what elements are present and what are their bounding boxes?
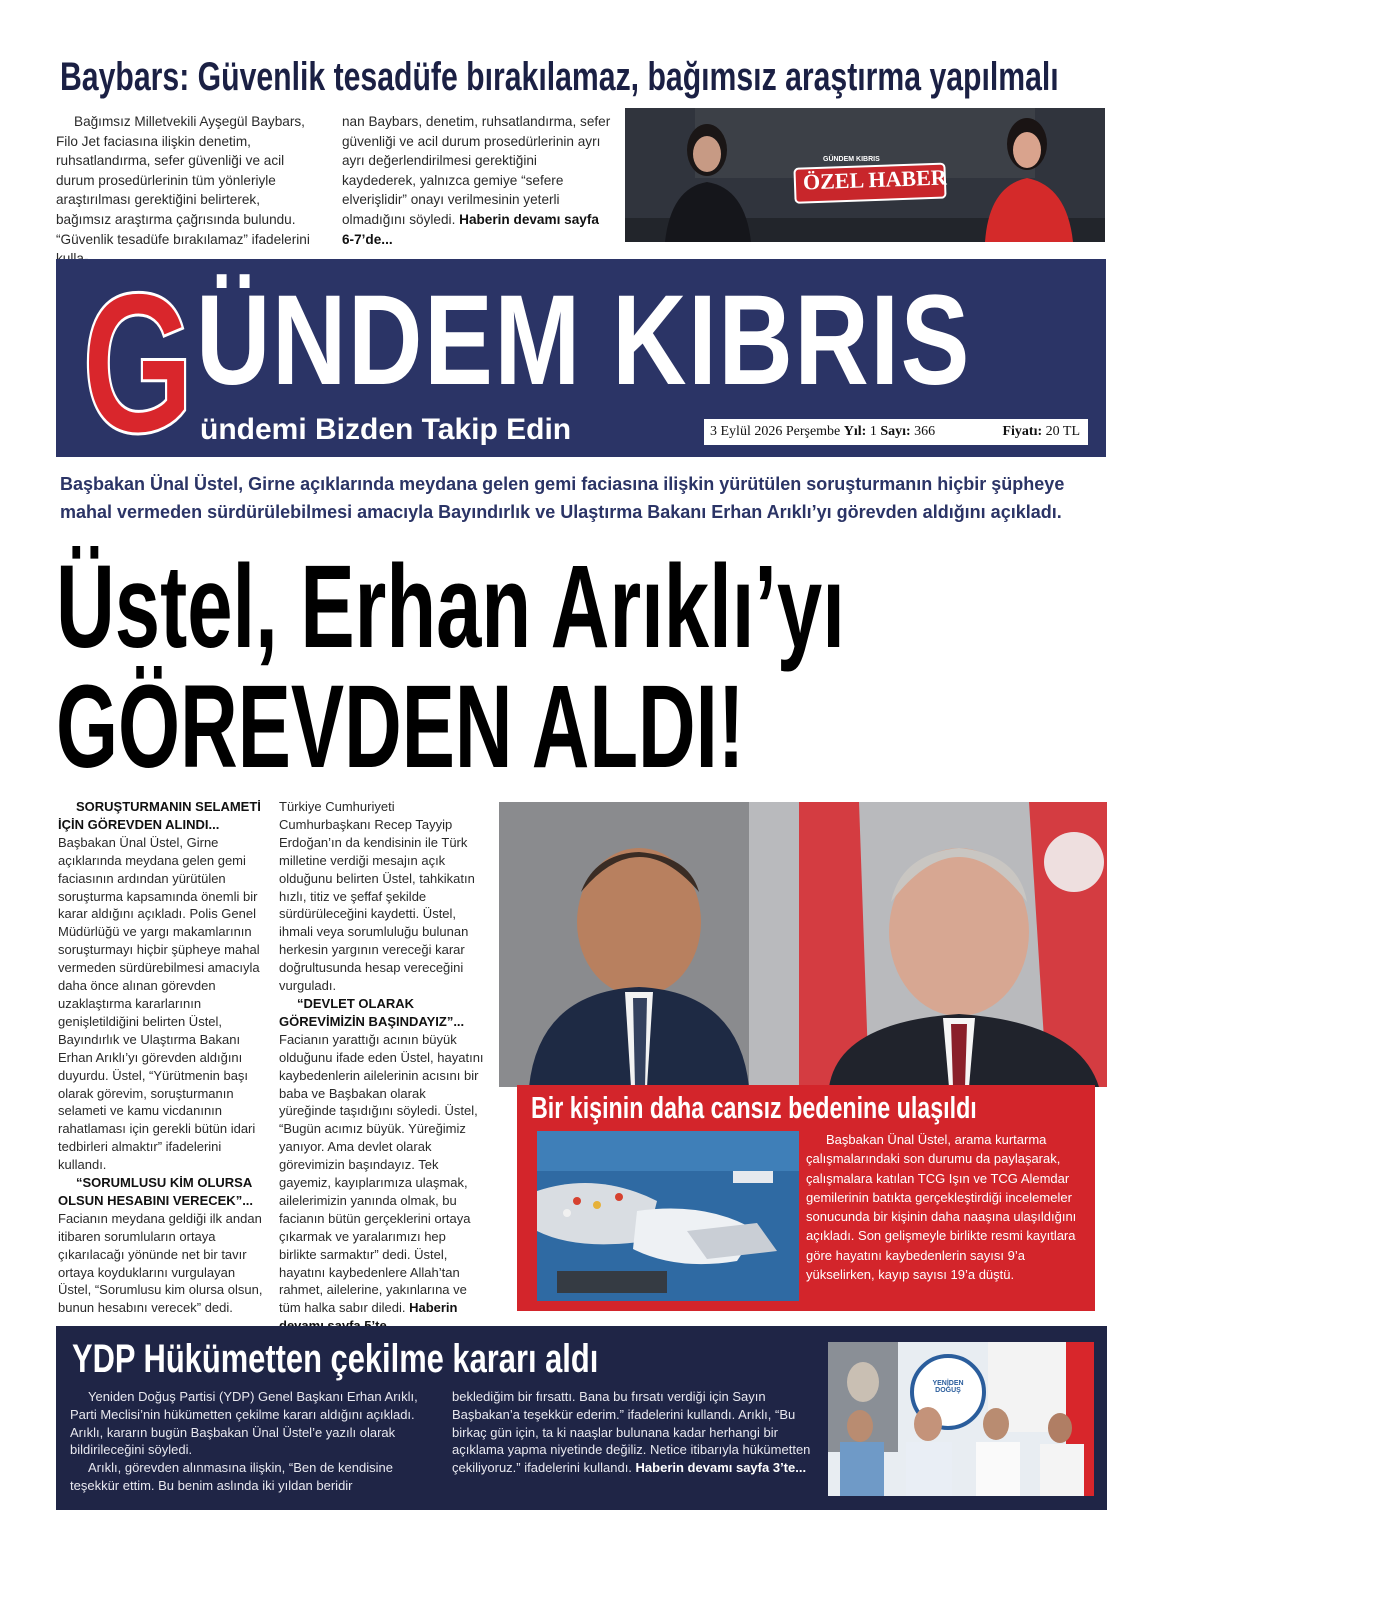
- top-headline: [60, 52, 1130, 104]
- politicians-illustration: [499, 802, 1107, 1087]
- top-headline-text: Baybars: Güvenlik tesadüfe bırakılamaz, bağımsız araştırma yapılmalı: [60, 55, 1059, 99]
- masthead-g-logo: [78, 252, 198, 475]
- ozel-haber-small-label: GÜNDEM KIBRIS: [823, 156, 880, 163]
- svg-text:G: G: [82, 252, 194, 475]
- main-story-column-1: [58, 798, 263, 1317]
- main-story-lead: Başbakan Ünal Üstel, Girne açıklarında meydana gelen gemi faciasına ilişkin yürütülen soruşturmanın hiçbir şüpheye mahal vermeden sürdürülebilmesi amacıyla Bayındırlık ve Ulaştırma Bakanı Erhan Arıklı’yı görevden aldığını açıkladı.: [60, 474, 1065, 522]
- main-subhead-2: “SORUMLUSU KİM OLURSA OLSUN HESABINI VERECEK”...: [58, 1175, 254, 1208]
- masthead-title: [196, 269, 1159, 412]
- main-headline-line-2: [56, 661, 1074, 793]
- bottom-story-column-2: [452, 1388, 812, 1477]
- main-story-continued-link[interactable]: Haberin: [409, 1300, 458, 1316]
- red-box-title-text: Bir kişinin daha cansız bedenine ulaşıldı: [531, 1090, 977, 1125]
- bottom-paragraph-1: Yeniden Doğuş Partisi (YDP) Genel Başkanı Erhan Arıklı, Parti Meclisi’nin hükümetten çekilme kararı aldığını açıkladı. Arıklı, kararın bugün Başbakan Ünal Üstel’e yazılı olarak bildirileceğini söyledi.: [70, 1389, 418, 1458]
- main-paragraph-1: Başbakan Ünal Üstel, Girne açıklarında meydana gelen gemi faciasının ardından yürütülen soruşturma kapsamında önemli bir karar aldığını açıkladı. Polis Genel Müdürlüğü ve yargı makamlarının soruşturmayı hiçbir şüpheye mahal vermeden sürdürebilmesi amacıyla daha önce alınan görevden uzaklaştırma kararlarının genişletildiğini belirten Üstel, Bayındırlık ve Ulaştırma Bakanı Erhan Arıklı’yı görevden aldığını duyurdu. Üstel, “Yürütmenin başı olarak görevim, soruşturmanın selameti ve kamu vicdanının rahatlaması için gerekli bütün idari tedbirleri almaktır” ifadelerini kullandı.: [58, 834, 260, 1173]
- masthead-big-letter: [78, 252, 198, 475]
- main-headline-line-1-text: Üstel, Erhan Arıklı’yı: [56, 541, 845, 673]
- issue-price: 20 TL: [1045, 424, 1080, 439]
- issue-year-label: Yıl:: [843, 424, 867, 439]
- main-subhead-1: SORUŞTURMANIN SELAMETİ İÇİN GÖREVDEN ALINDI...: [58, 799, 261, 832]
- issue-price-label: Fiyatı:: [1002, 424, 1043, 439]
- main-paragraph-4: Facianın yarattığı acının büyük olduğunu ifade eden Üstel, hayatını kaybedenlerin ailelerinin acısını bir baba ve Başbakan olarak yüreğinde taşıdığını söyledi. Üstel, “Bugün acımız büyük. Yüreğimiz yanıyor. Ama devlet olarak görevimizin başındayız. Tek gayemiz, kayıplarımıza ulaşmak, ailelerimizin yanında olmak, bu facianın bütün gerçeklerini ortaya çıkarmak ve yaralarımızı hep birlikte sarmaktır” dedi. Üstel, hayatını kaybedenlere Allah’tan rahmet, ailelerine, yakınlarına ve tüm halka sabır diledi.: [279, 1031, 484, 1316]
- top-story-continued-link[interactable]: Haberin devamı sayfa 6-7’de...: [342, 211, 599, 247]
- shipwreck-photo: [537, 1131, 799, 1301]
- main-story-photo: [499, 802, 1107, 1087]
- red-box-text-column: [806, 1130, 1086, 1284]
- rescue-scene-illustration: [537, 1131, 799, 1301]
- issue-info-bar: [704, 419, 1088, 445]
- ozel-haber-photo: [625, 108, 1105, 242]
- issue-date: 3 Eylül 2026 Perşembe: [710, 424, 841, 439]
- main-headline-line-2-text: GÖREVDEN ALDI!: [56, 661, 745, 793]
- issue-price-block: [1002, 419, 1080, 445]
- top-story-paragraph-2: nan Baybars, denetim, ruhsatlandırma, sefer güvenliği ve acil durum prosedürlerinin ayrı ayrı değerlendirilmesi gerektiğini kaydederek, yalnızca gemiye “sefere elverişlidir” onayı verilmesinin yeterli olmadığını söyledi.: [342, 114, 611, 227]
- party-sign-label: YENİDEN DOĞUŞ: [932, 1380, 964, 1394]
- top-story-column-1: [56, 112, 318, 269]
- ozel-haber-badge: ÖZEL HABER: [802, 164, 948, 195]
- masthead-title-text: ÜNDEM KIBRIS: [196, 269, 971, 412]
- issue-number-label: Sayı:: [880, 424, 911, 439]
- main-subhead-3: “DEVLET OLARAK GÖREVİMİZİN BAŞINDAYIZ”...: [279, 995, 465, 1029]
- main-headline-line-1: [56, 541, 1199, 673]
- bottom-story-continued-link[interactable]: Haberin devamı sayfa 3’te...: [635, 1460, 807, 1476]
- masthead-slogan: ündemi Bizden Takip Edin: [200, 413, 572, 446]
- bottom-paragraph-2: Arıklı, görevden alınmasına ilişkin, “Ben de kendisine teşekkür ettim. Bu benim aslında iki yıldan beridir: [70, 1460, 393, 1493]
- red-box-paragraph: Başbakan Ünal Üstel, arama kurtarma çalışmalarındaki son durumu da paylaşarak, çalışmalara katılan TCG Işın ve TCG Alemdar gemilerinin batıkta gerçekleştirdiği incelemeler sonucunda bir kişinin daha naaşına ulaşıldığını açıkladı. Son gelişmeyle birlikte resmi kayıtlara göre hayatını kaybedenlerin sayısı 9’a yükselirken, kayıp sayısı 19’a düştü.: [806, 1132, 1077, 1283]
- ydp-press-photo: [828, 1342, 1094, 1496]
- top-story-column-2: [342, 112, 614, 249]
- main-story-column-2: [279, 798, 484, 1335]
- bottom-story-title: [72, 1334, 754, 1384]
- bottom-story-title-text: YDP Hükümetten çekilme kararı aldı: [72, 1337, 599, 1381]
- press-conference-illustration: [828, 1342, 1094, 1496]
- bottom-paragraph-3: beklediğim bir fırsattı. Bana bu fırsatı verdiği için Sayın Başbakan’a teşekkür ederim.” ifadelerini kullandı. Arıklı, “Bu birkaç gün için, ta ki naaşlar bulunana kadar herhangi bir açıklama yapma niyetinde değiliz. Netice itibarıyla hükümetten çekiliyoruz.” ifadelerini kullandı.: [452, 1389, 811, 1476]
- main-paragraph-2: Facianın meydana geldiği ilk andan itibaren sorumluların ortaya çıkarılacağı yönünde net bir tavır ortaya koyduklarını vurgulayan Üstel, “Sorumlusu kim olursa olsun, bunun hesabını verecek” dedi.: [58, 1210, 263, 1316]
- issue-number: 366: [914, 424, 936, 439]
- main-paragraph-4-wrap: [279, 1031, 484, 1335]
- issue-year: 1: [869, 424, 877, 439]
- red-box-title: [531, 1088, 1125, 1128]
- top-story-paragraph-1: Bağımsız Milletvekili Ayşegül Baybars, Filo Jet faciasına ilişkin denetim, ruhsatlandırma, sefer güvenliği ve acil durum prosedürlerinin tüm yönleriyle araştırılması gerektiğini belirterek, bağımsız araştırma çağrısında bulundu. “Güvenlik tesadüfe bırakılamaz” ifadelerini: [56, 114, 310, 247]
- bottom-story-column-1: [70, 1388, 430, 1495]
- main-paragraph-3: Türkiye Cumhuriyeti Cumhurbaşkanı Recep Tayyip Erdoğan’ın da kendisinin ile Türk milletine verdiği mesajın açık olduğunu belirten Üstel, tahkikatın hızlı, titiz ve şeffaf şekilde sürdürüleceğini kaydetti. Üstel, ihmali veya sorumluluğu bulunan herkesin yargının vereceği karar doğrultusunda hesap vereceğini vurguladı.: [279, 799, 475, 994]
